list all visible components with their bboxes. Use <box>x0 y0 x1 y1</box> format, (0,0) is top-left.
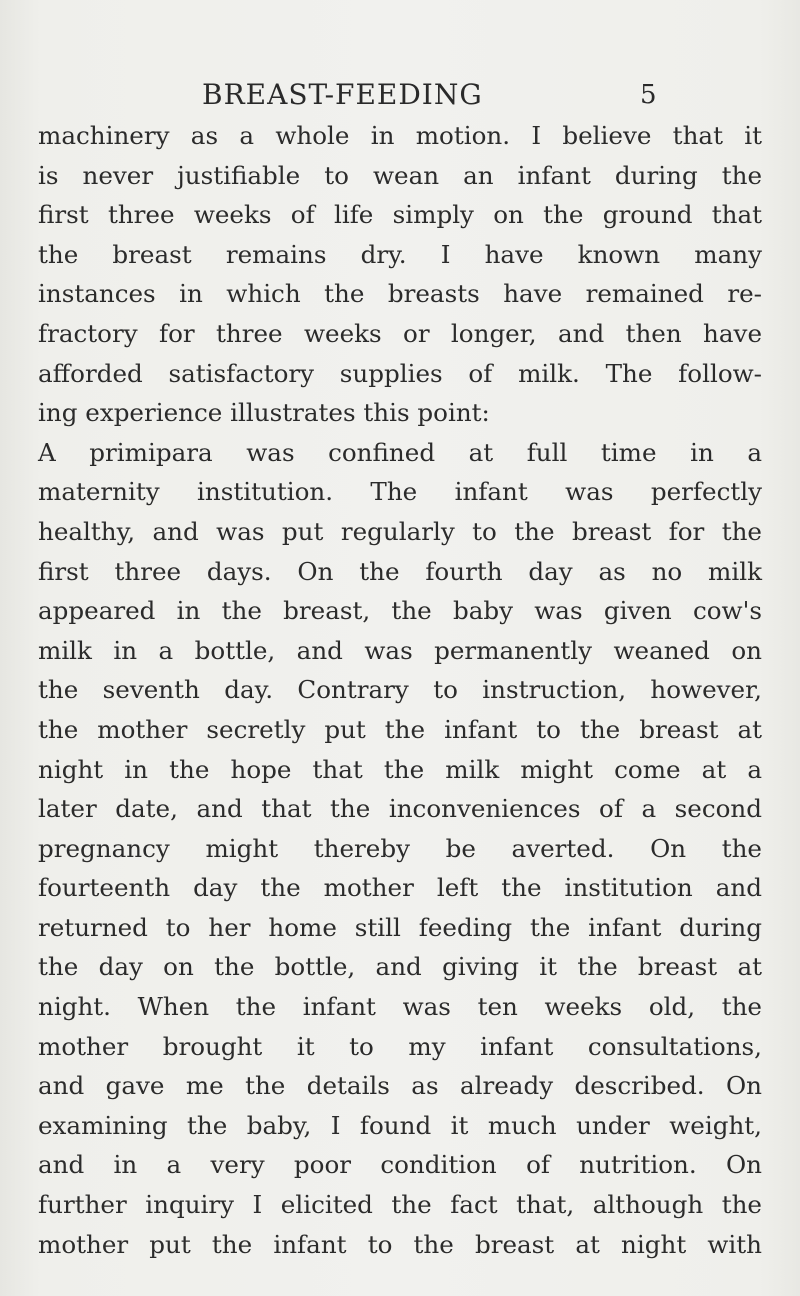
text-line: further inquiry I elicited the fact that, although the <box>38 1190 762 1220</box>
text-line: A primipara was confined at full time in a <box>38 437 762 467</box>
page-header <box>0 78 800 118</box>
text-line: machinery as a whole in motion. I believe that it <box>38 121 762 150</box>
text-line: mother put the infant to the breast at night with <box>38 1229 762 1259</box>
text-line: instances in which the breasts have remained re- <box>38 279 762 309</box>
text-line: milk in a bottle, and was permanently weaned on <box>38 635 762 665</box>
text-line: returned to her home still feeding the infant during <box>38 912 762 942</box>
text-line: healthy, and was put regularly to the breast for the <box>38 516 762 546</box>
text-line: later date, and that the inconveniences of a second <box>38 794 762 824</box>
text-line: maternity institution. The infant was perfectly <box>38 477 762 507</box>
running-title: BREAST-FEEDING <box>202 78 483 111</box>
text-line: and gave me the details as already described. On <box>38 1071 762 1101</box>
text-line: and in a very poor condition of nutrition. On <box>38 1150 762 1180</box>
text-line: night. When the infant was ten weeks old, the <box>38 992 762 1022</box>
text-line: examining the baby, I found it much under weight, <box>38 1110 762 1140</box>
text-line: afforded satisfactory supplies of milk. The follow- <box>38 358 762 388</box>
body-text <box>38 116 762 1264</box>
text-line: night in the hope that the milk might come at a <box>38 754 762 784</box>
text-line: pregnancy might thereby be averted. On the <box>38 833 762 863</box>
page-number: 5 <box>640 80 657 110</box>
text-line: ing experience illustrates this point: <box>38 398 490 428</box>
text-line: appeared in the breast, the baby was given cow's <box>38 596 762 626</box>
text-line: fourteenth day the mother left the institution and <box>38 873 762 903</box>
text-line: the breast remains dry. I have known many <box>38 239 762 269</box>
text-line: the mother secretly put the infant to the breast at <box>38 714 762 744</box>
text-line: fractory for three weeks or longer, and then have <box>38 318 762 348</box>
text-line: the seventh day. Contrary to instruction, however, <box>38 675 762 705</box>
text-line: is never justifiable to wean an infant during the <box>38 160 762 190</box>
text-line: first three weeks of life simply on the ground that <box>38 200 762 230</box>
text-line: the day on the bottle, and giving it the breast at <box>38 952 762 982</box>
text-line: mother brought it to my infant consultations, <box>38 1031 762 1061</box>
text-line: first three days. On the fourth day as no milk <box>38 556 762 586</box>
